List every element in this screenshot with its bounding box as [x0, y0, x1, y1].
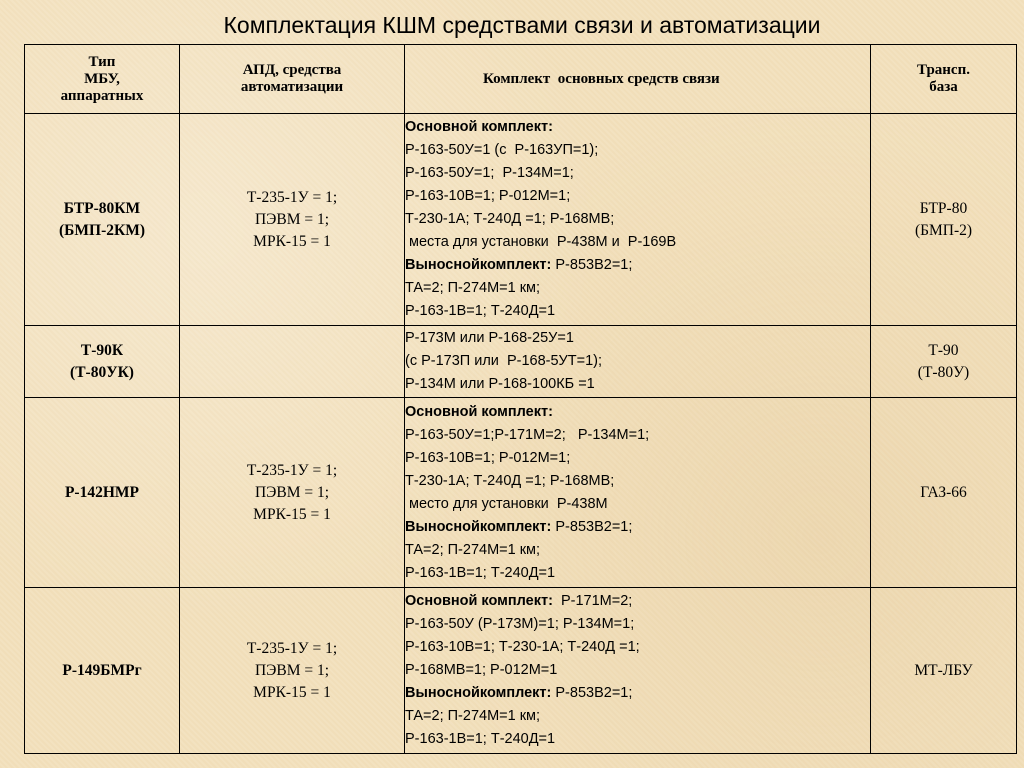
transport-line: ГАЗ-66	[920, 483, 967, 501]
apd-line: МРК-15 = 1	[253, 683, 331, 701]
kit-text: место для установки Р-438М	[405, 495, 608, 512]
kit-label: Выноснойкомплект:	[405, 257, 552, 273]
kit-line	[405, 300, 870, 323]
kit-line	[405, 162, 870, 185]
kit-line	[405, 613, 870, 636]
kit-text: места для установки Р-438М и Р-169В	[405, 234, 677, 250]
type-line: БТР-80КМ	[63, 199, 141, 217]
cell-type	[25, 398, 180, 588]
table-row	[25, 326, 1017, 398]
kit-line	[405, 447, 870, 470]
cell-kit	[405, 114, 871, 326]
kit-text: ТА=2; П-274М=1 км;	[405, 541, 541, 558]
cell-type	[25, 588, 180, 754]
apd-line: Т-235-1У = 1;	[246, 188, 338, 206]
table-row	[25, 398, 1017, 588]
header-transport	[871, 45, 1017, 114]
cell-apd	[180, 588, 405, 754]
header-apd	[180, 45, 405, 114]
kit-line	[405, 636, 870, 659]
apd-line: МРК-15 = 1	[253, 505, 331, 523]
kit-line	[405, 139, 870, 162]
header-apd-line: АПД, средства	[242, 62, 342, 78]
header-type-line: аппаратных	[60, 87, 144, 104]
cell-apd	[180, 398, 405, 588]
cell-transport	[871, 398, 1017, 588]
kit-line	[405, 470, 870, 493]
header-type	[25, 45, 180, 114]
header-type-line: МБУ,	[84, 70, 120, 87]
kit-line	[405, 659, 870, 682]
kit-label: Основной комплект:	[405, 119, 553, 135]
kit-text: Р-163-50У=1; Р-134М=1;	[405, 165, 574, 181]
header-transport-line: база	[929, 79, 958, 95]
kit-text: Т-230-1А; Т-240Д =1; Р-168МВ;	[405, 211, 615, 227]
kit-label: Выноснойкомплект:	[405, 685, 552, 701]
page-title: Комплектация КШМ средствами связи и автоматизации	[223, 12, 821, 38]
kit-line	[405, 350, 870, 373]
kit-line	[405, 116, 870, 139]
kit-line	[405, 562, 870, 585]
kit-text: Р-163-10В=1; Т-230-1А; Т-240Д =1;	[405, 639, 640, 655]
type-line: Т-90К	[80, 341, 124, 359]
apd-line: Т-235-1У = 1;	[246, 461, 338, 479]
header-apd-line: автоматизации	[240, 79, 344, 95]
transport-line: БТР-80	[919, 199, 968, 217]
cell-kit	[405, 326, 871, 398]
equipment-table	[24, 44, 1017, 754]
kit-text: Р-163-50У (Р-173М)=1; Р-134М=1;	[405, 616, 635, 632]
apd-line: МРК-15 = 1	[253, 232, 331, 250]
kit-line	[405, 254, 870, 277]
kit-line	[405, 682, 870, 705]
cell-kit	[405, 398, 871, 588]
cell-type	[25, 114, 180, 326]
header-kit-label: Комплект основных средств связи	[483, 70, 720, 87]
kit-line	[405, 277, 870, 300]
kit-text: (с Р-173П или Р-168-5УТ=1);	[405, 353, 603, 369]
kit-text: Р-163-10В=1; Р-012М=1;	[405, 449, 571, 466]
kit-line	[405, 539, 870, 562]
kit-text: ТА=2; П-274М=1 км;	[405, 280, 541, 296]
apd-line: ПЭВМ = 1;	[254, 661, 330, 679]
kit-text: Р-163-10В=1; Р-012М=1;	[405, 188, 571, 204]
kit-label: Выноснойкомплект:	[405, 518, 552, 535]
kit-text: Р-853В2=1;	[551, 518, 633, 535]
type-line: Р-149БМРг	[62, 661, 142, 679]
apd-line: Т-235-1У = 1;	[246, 639, 338, 657]
kit-line	[405, 373, 870, 396]
transport-line: МТ-ЛБУ	[914, 661, 973, 679]
type-line: (БМП-2КМ)	[58, 221, 146, 239]
table-row	[25, 114, 1017, 326]
kit-line	[405, 185, 870, 208]
transport-line: (Т-80У)	[917, 363, 970, 381]
kit-line	[405, 516, 870, 539]
kit-text: Р-163-1В=1; Т-240Д=1	[405, 731, 556, 747]
cell-kit	[405, 588, 871, 754]
cell-transport	[871, 588, 1017, 754]
kit-text: ТА=2; П-274М=1 км;	[405, 708, 541, 724]
header-type-line: Тип	[88, 53, 116, 70]
kit-line	[405, 327, 870, 350]
kit-label: Основной комплект:	[405, 403, 553, 420]
kit-line	[405, 401, 870, 424]
header-kit	[405, 45, 871, 114]
kit-text: Р-168МВ=1; Р-012М=1	[405, 662, 558, 678]
kit-label: Основной комплект:	[405, 593, 553, 609]
kit-line	[405, 705, 870, 728]
kit-text: Р-163-1В=1; Т-240Д=1	[405, 303, 556, 319]
kit-line	[405, 728, 870, 751]
kit-text: Т-230-1А; Т-240Д =1; Р-168МВ;	[405, 472, 615, 489]
table-row	[25, 588, 1017, 754]
transport-line: (БМП-2)	[914, 221, 973, 239]
kit-text: Р-163-1В=1; Т-240Д=1	[405, 564, 556, 581]
table-header-row	[25, 45, 1017, 114]
cell-transport	[871, 326, 1017, 398]
kit-line	[405, 208, 870, 231]
type-line: Р-142НМР	[64, 483, 140, 501]
kit-text: Р-173М или Р-168-25У=1	[405, 330, 574, 346]
type-line: (Т-80УК)	[70, 363, 134, 381]
transport-line: Т-90	[928, 341, 959, 359]
kit-text: Р-134М или Р-168-100КБ =1	[405, 376, 595, 392]
header-transport-line: Трансп.	[917, 62, 970, 78]
cell-apd	[180, 326, 405, 398]
kit-text: Р-163-50У=1;Р-171М=2; Р-134М=1;	[405, 426, 650, 443]
kit-line	[405, 424, 870, 447]
kit-text: Р-163-50У=1 (с Р-163УП=1);	[405, 142, 599, 158]
kit-text: Р-853В2=1;	[551, 257, 633, 273]
apd-line: ПЭВМ = 1;	[254, 483, 330, 501]
cell-type	[25, 326, 180, 398]
apd-line: ПЭВМ = 1;	[254, 210, 330, 228]
cell-apd	[180, 114, 405, 326]
kit-line	[405, 231, 870, 254]
kit-line	[405, 493, 870, 516]
kit-text: Р-171М=2;	[552, 593, 633, 609]
kit-line	[405, 590, 870, 613]
kit-text: Р-853В2=1;	[551, 685, 633, 701]
cell-transport	[871, 114, 1017, 326]
